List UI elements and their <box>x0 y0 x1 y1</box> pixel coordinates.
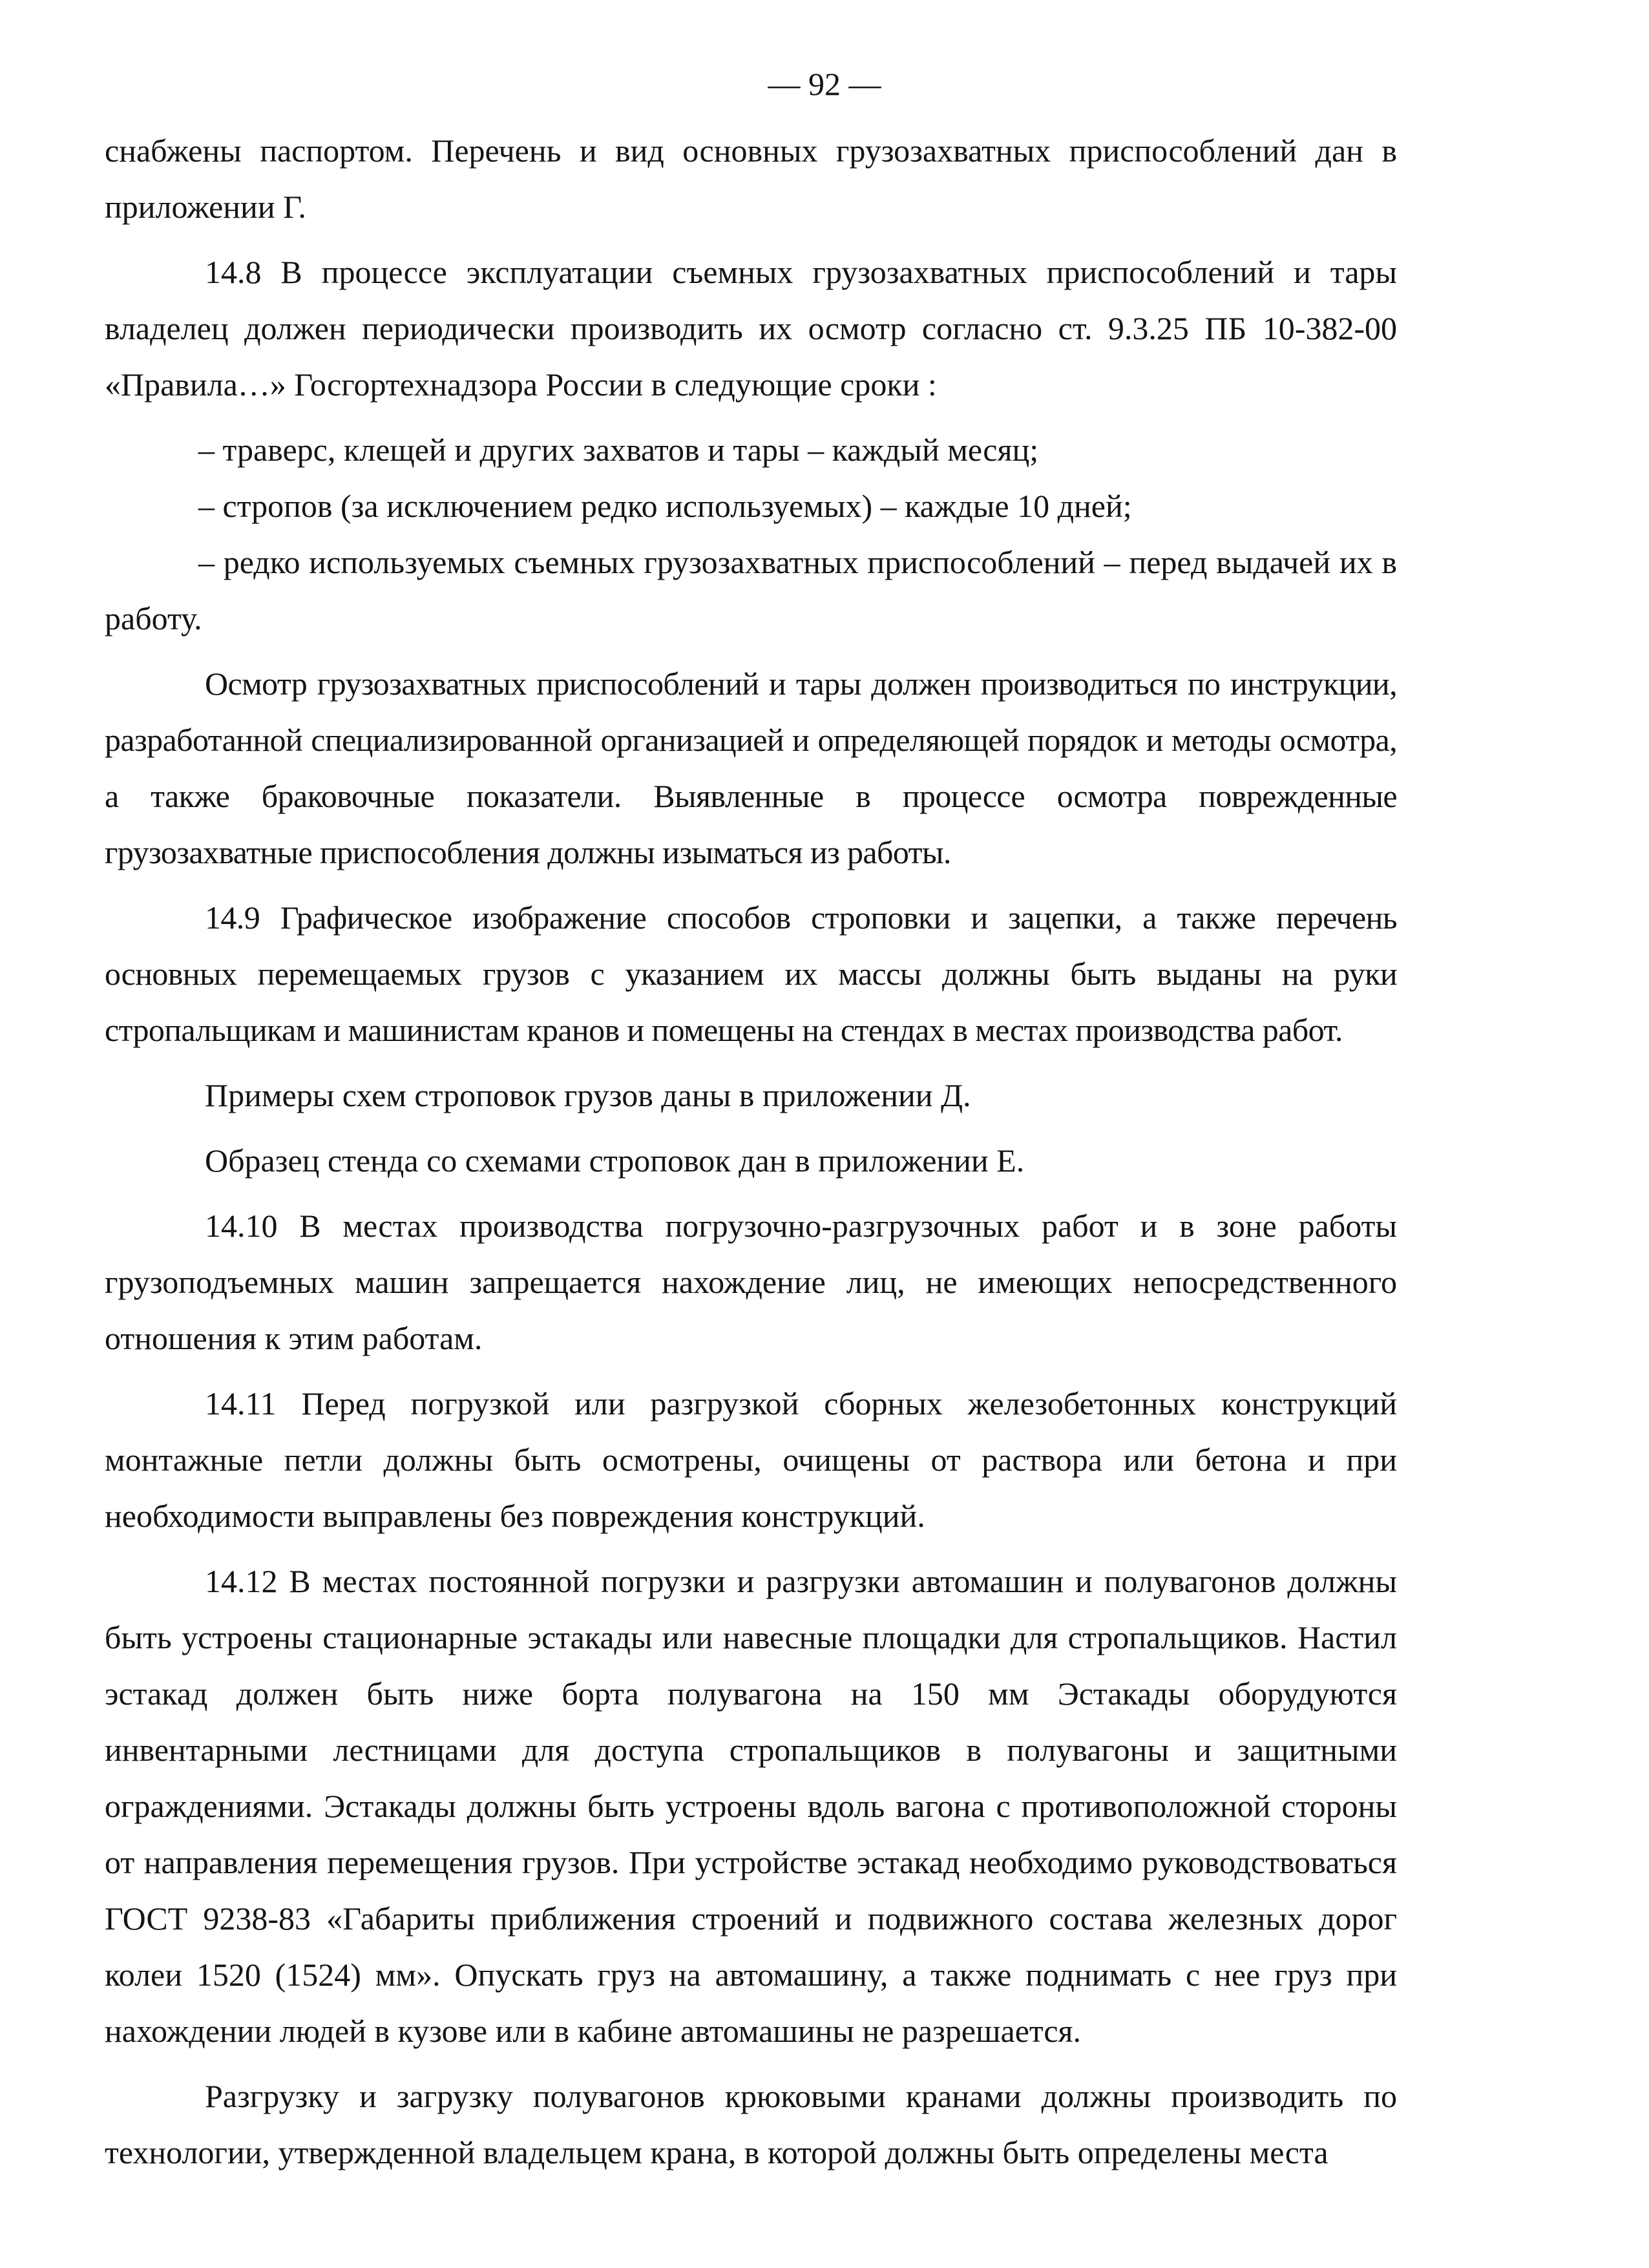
paragraph-14-10: 14.10 В местах производства погрузочно-разгрузочных работ и в зоне работы грузоподъемных машин запрещается нахождение лиц, не имеющих непосредственного отношения к этим работам. <box>105 1208 1397 1356</box>
paragraph-14-8: 14.8 В процессе эксплуатации съемных грузозахватных приспособлений и тары владелец должен периодически производить их осмотр согласно ст. 9.3.25 ПБ 10-382-00 «Правила…» Госгортехнадзора России в следующие сроки : <box>105 254 1397 403</box>
paragraph-14-9: 14.9 Графическое изображение способов строповки и зацепки, а также перечень основных перемещаемых грузов с указанием их массы должны быть выданы на руки стропальщикам и машинистам кранов и помещены на стендах в местах производства работ. <box>105 899 1397 1048</box>
page-body <box>105 123 1397 2190</box>
page-number: — 92 — <box>768 66 881 102</box>
list-item-slings: – стропов (за исключением редко используемых) – каждые 10 дней; <box>198 488 1132 524</box>
paragraph-14-11: 14.11 Перед погрузкой или разгрузкой сборных железобетонных конструкций монтажные петли должны быть осмотрены, очищены от раствора или бетона и при необходимости выправлены без повреждения конструкций. <box>105 1385 1397 1534</box>
list-item-rarely-used: – редко используемых съемных грузозахватных приспособлений – перед выдачей их в работу. <box>105 544 1397 636</box>
paragraph-appendix-e: Образец стенда со схемами строповок дан в приложении Е. <box>205 1142 1025 1179</box>
paragraph-appendix-d: Примеры схем строповок грузов даны в приложении Д. <box>205 1077 971 1113</box>
paragraph-14-12: 14.12 В местах постоянной погрузки и разгрузки автомашин и полувагонов должны быть устроены стационарные эстакады или навесные площадки для стропальщиков. Настил эстакад должен быть ниже борта полувагона на 150 мм Эстакады оборудуются инвентарными лестницами для доступа стропальщиков в полувагоны и защитными ограждениями. Эстакады должны быть устроены вдоль вагона с противоположной стороны от направления перемещения грузов. При устройстве эстакад необходимо руководствоваться ГОСТ 9238-83 «Габариты приближения строений и подвижного состава железных дорог колеи 1520 (1524) мм». Опускать груз на автомашину, а также поднимать с нее груз при нахождении людей в кузове или в кабине автомашины не разрешается. <box>105 1563 1397 2049</box>
paragraph-inspection: Осмотр грузозахватных приспособлений и тары должен производиться по инструкции, разработанной специализированной организацией и определяющей порядок и методы осмотра, а также браковочные показатели. Выявленные в процессе осмотра поврежденные грузозахватные приспособления должны изыматься из работы. <box>105 666 1397 870</box>
paragraph-passport: снабжены паспортом. Перечень и вид основных грузозахватных приспособлений дан в приложении Г. <box>105 132 1397 225</box>
list-item-traverses: – траверс, клещей и других захватов и тары – каждый месяц; <box>198 432 1039 468</box>
paragraph-unloading: Разгрузку и загрузку полувагонов крюковыми кранами должны производить по технологии, утвержденной владельцем крана, в которой должны быть определены места <box>105 2078 1397 2170</box>
